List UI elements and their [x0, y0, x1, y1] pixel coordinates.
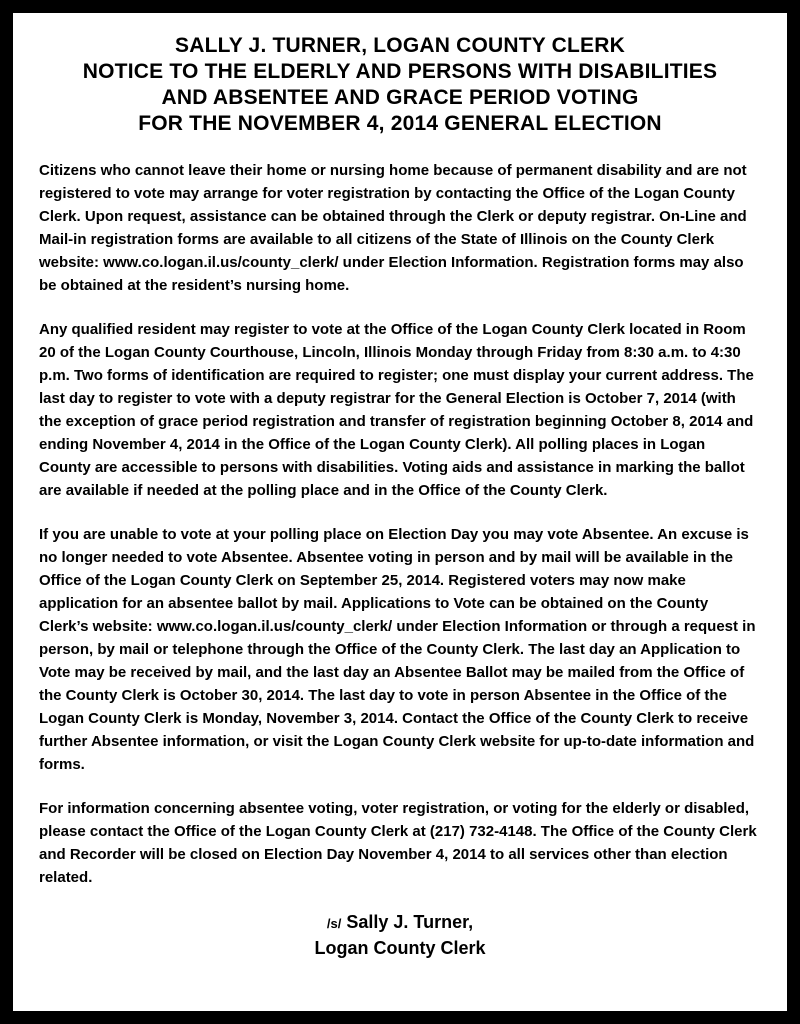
notice-page	[13, 13, 787, 1011]
paragraph-absentee-voting: If you are unable to vote at your polling place on Election Day you may vote Absentee. An excuse is no longer needed to vote Absentee. Absentee voting in person and by mail will be available in the Office of the Logan County Clerk on September 25, 2014. Registered voters may now make application for an absentee ballot by mail. Applications to Vote can be obtained on the County Clerk’s website: www.co.logan.il.us/county_clerk/ under Election Information or through a request in person, by mail or telephone through the Office of the County Clerk. The last day an Application to Vote may be received by mail, and the last day an Absentee Ballot may be mailed from the Office of the County Clerk is October 30, 2014. The last day to vote in person Absentee in the Office of the Logan County Clerk is Monday, November 3, 2014. Contact the Office of the County Clerk to receive further Absentee information, or visit the Logan County Clerk website for up-to-date information and forms.	[39, 526, 756, 773]
signature-name: Sally J. Turner,	[346, 912, 474, 932]
title-line-clerk-name: SALLY J. TURNER, LOGAN COUNTY CLERK	[175, 34, 625, 57]
signature-title: Logan County Clerk	[314, 938, 486, 958]
title-line-absentee: AND ABSENTEE AND GRACE PERIOD VOTING	[161, 86, 639, 109]
signature-name-line	[39, 910, 761, 936]
paragraph-registration-deadlines: Any qualified resident may register to vote at the Office of the Logan County Clerk located in Room 20 of the Logan County Courthouse, Lincoln, Illinois Monday through Friday from 8:30 a.m. to 4:30 p.m. Two forms of identification are required to register; one must display your current address. The last day to register to vote with a deputy registrar for the General Election is October 7, 2014 (with the exception of grace period registration and transfer of registration beginning October 8, 2014 and ending November 4, 2014 in the Office of the Logan County Clerk). All polling places in Logan County are accessible to persons with disabilities. Voting aids and assistance in marking the ballot are available if needed at the polling place and in the Office of the County Clerk.	[39, 321, 754, 499]
signature-prefix: /s/	[326, 916, 342, 931]
paragraph-voter-registration: Citizens who cannot leave their home or nursing home because of permanent disability and are not registered to vote may arrange for voter registration by contacting the Office of the Logan County Clerk. Upon request, assistance can be obtained through the Clerk or deputy registrar. On-Line and Mail-in registration forms are available to all citizens of the State of Illinois on the County Clerk website: www.co.logan.il.us/county_clerk/ under Election Information. Registration forms may also be obtained at the resident’s nursing home.	[39, 162, 747, 294]
title-line-notice: NOTICE TO THE ELDERLY AND PERSONS WITH DISABILITIES	[82, 60, 718, 83]
paragraph-contact-information: For information concerning absentee voting, voter registration, or voting for the elderly or disabled, please contact the Office of the Logan County Clerk at (217) 732-4148. The Office of the County Clerk and Recorder will be closed on Election Day November 4, 2014 to all services other than election related.	[39, 800, 757, 886]
signature-block	[39, 910, 761, 960]
notice-title	[39, 33, 761, 137]
title-line-election: FOR THE NOVEMBER 4, 2014 GENERAL ELECTION	[138, 112, 662, 135]
